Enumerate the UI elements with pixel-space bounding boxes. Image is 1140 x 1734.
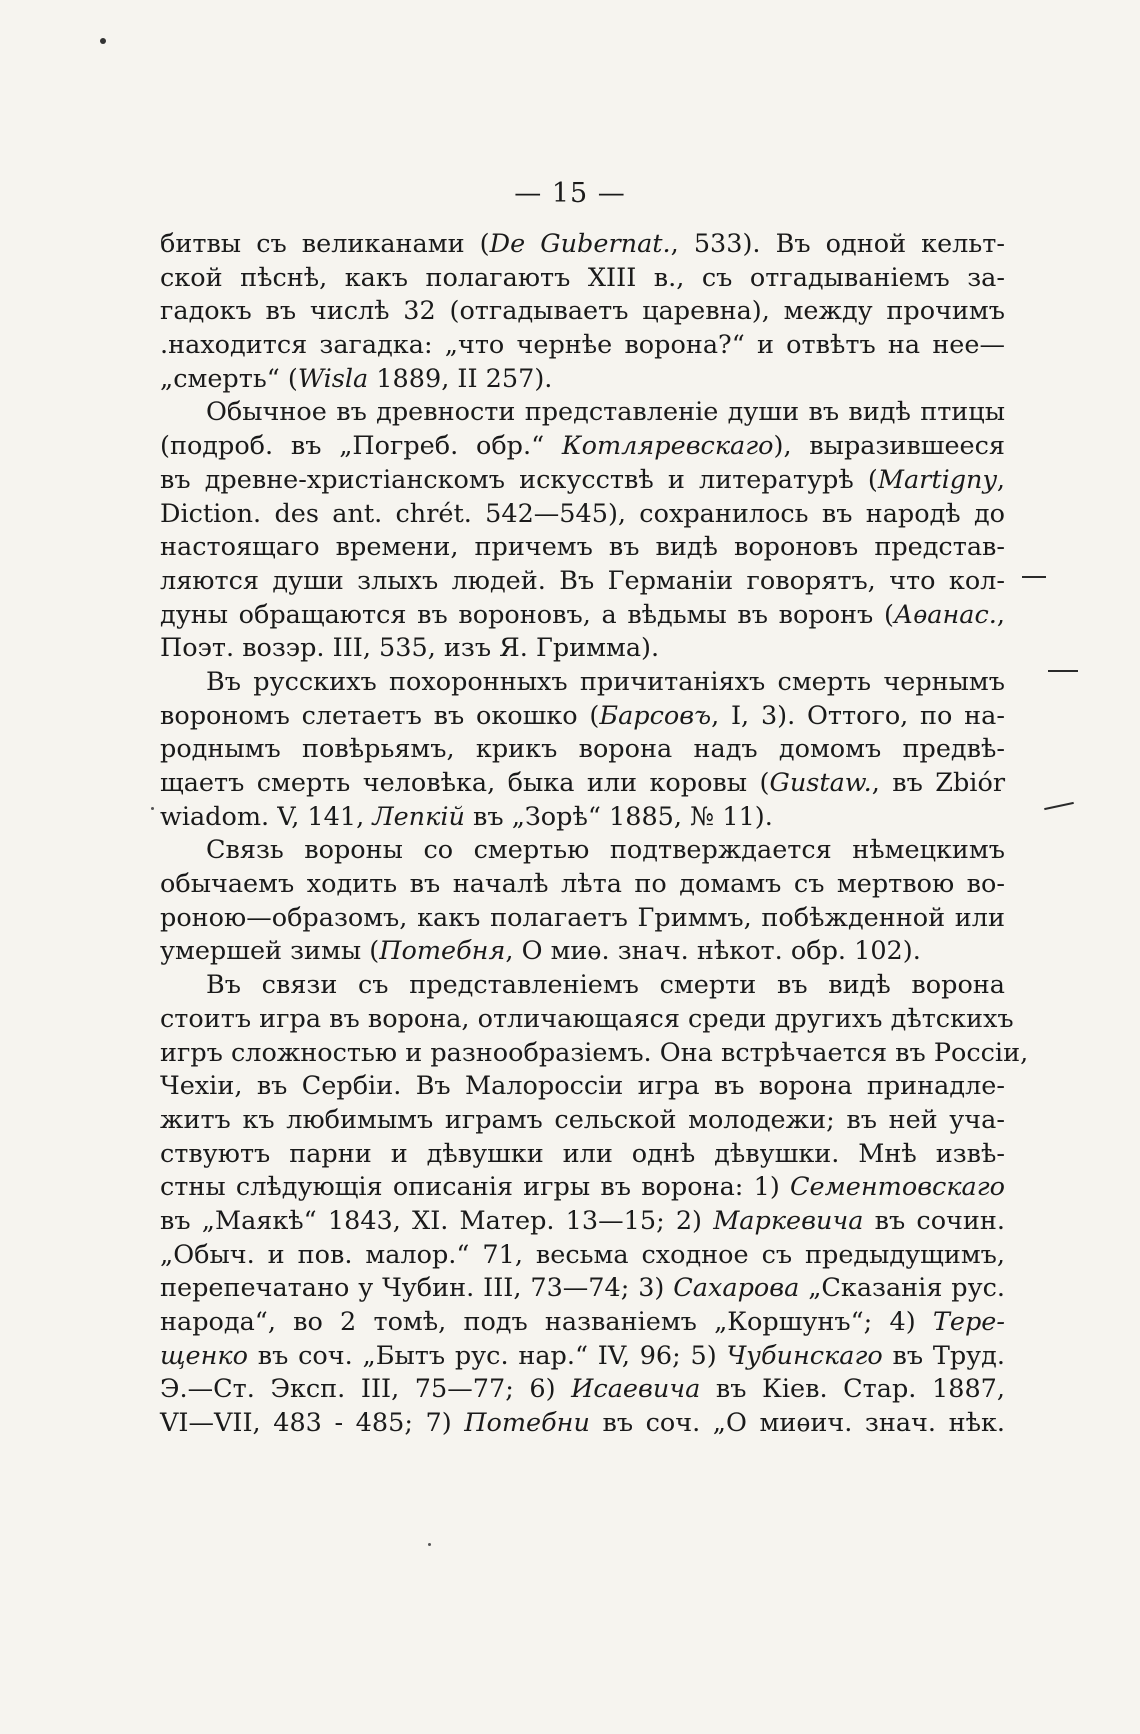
text-line	[160, 565, 1005, 599]
text-span: Связь вороны со смертью подтверждается нѣмецкимъ	[206, 835, 1005, 866]
text-span: дуны обращаются въ вороновъ, а вѣдьмы въ воронъ (	[160, 599, 894, 630]
text-span: въ „Маякѣ“ 1843, XI. Матер. 13—15; 2)	[160, 1205, 714, 1236]
margin-dash	[1022, 576, 1046, 578]
text-span: роднымъ повѣрьямъ, крикъ ворона надъ домомъ предвѣ-	[160, 734, 1005, 765]
text-span: ствуютъ парни и дѣвушки или однѣ дѣвушки. Мнѣ извѣ-	[160, 1138, 1005, 1169]
text-span: , 533). Въ одной кельт-	[670, 229, 1005, 259]
text-span: въ сочин.	[863, 1205, 1005, 1236]
text-span: Поэт. возэр. III, 535, изъ Я. Гримма).	[160, 633, 660, 664]
italic-reference: Сементовскаго	[790, 1172, 1005, 1203]
text-span: обычаемъ ходить въ началѣ лѣта по домамъ съ мертвою во-	[160, 869, 1005, 900]
text-span: wiadom. V, 141,	[160, 801, 373, 832]
page-number: — 15 —	[514, 178, 626, 209]
text-line	[160, 1171, 1005, 1205]
scan-speck	[151, 807, 154, 810]
italic-reference: Tере-	[932, 1307, 1005, 1337]
text-span: щаетъ смерть человѣка, быка или коровы (	[160, 768, 770, 798]
text-span: въ Кіев. Стар. 1887,	[700, 1374, 1006, 1405]
text-line	[160, 801, 1005, 835]
text-span: въ соч. „Бытъ рус. нар.“ IV, 96; 5)	[248, 1340, 727, 1371]
text-line	[160, 1070, 1005, 1104]
text-line	[160, 733, 1005, 767]
text-span: Э.—Ст. Эксп. III, 75—77; 6)	[160, 1374, 572, 1405]
text-span: ,	[996, 464, 1005, 495]
text-span: , I, 3). Оттого, по на-	[711, 700, 1005, 731]
text-line	[160, 1340, 1005, 1374]
text-line	[160, 1306, 1005, 1340]
text-span: VI—VII, 483 - 485; 7)	[160, 1408, 465, 1439]
text-line	[160, 531, 1005, 565]
text-span: въ соч. „О миѳич. знач. нѣк.	[589, 1408, 1005, 1439]
text-span: житъ къ любимымъ играмъ сельской молодежи; въ ней уча-	[160, 1104, 1005, 1135]
margin-dash	[1048, 670, 1078, 672]
text-line	[160, 599, 1005, 633]
text-line	[160, 767, 1005, 801]
text-line	[160, 1104, 1005, 1138]
text-line	[160, 1373, 1005, 1407]
italic-reference: Gustaw.	[769, 768, 872, 798]
italic-reference: Барсовъ	[599, 700, 712, 731]
text-line	[160, 1239, 1005, 1273]
text-line	[160, 868, 1005, 902]
text-span: ворономъ слетаетъ въ окошко (	[160, 700, 600, 731]
text-span: ляются души злыхъ людей. Въ Германіи говорятъ, что кол-	[160, 565, 1005, 596]
italic-reference: Martigny	[877, 464, 997, 495]
text-span: , О миѳ. знач. нѣкот. обр. 102).	[505, 936, 921, 967]
text-span: гадокъ въ числѣ 32 (отгадываетъ царевна), между прочимъ	[160, 296, 1005, 327]
text-line	[160, 1037, 1029, 1071]
italic-reference: Потебни	[464, 1408, 590, 1439]
italic-reference: Исаевича	[571, 1374, 701, 1405]
text-span: ской пѣснѣ, какъ полагаютъ XIII в., съ отгадываніемъ за-	[160, 262, 1005, 293]
text-line	[160, 666, 1005, 700]
scan-speck	[428, 1543, 431, 1546]
text-span: „смерть“ (	[160, 363, 298, 394]
text-span: Обычное въ древности представленіе души въ видѣ птицы	[206, 397, 1005, 428]
text-line	[160, 969, 1005, 1003]
text-line	[160, 1003, 1014, 1037]
text-block	[160, 228, 1029, 1441]
text-line	[160, 1205, 1005, 1239]
text-line	[160, 834, 1005, 868]
text-span: .находится загадка: „что чернѣе ворона?“ и отвѣтъ на нее—	[160, 330, 1005, 361]
italic-reference: Аѳанас.	[893, 599, 997, 630]
text-line	[160, 295, 1005, 329]
text-line	[160, 1138, 1005, 1172]
text-line	[160, 396, 1005, 430]
text-line	[160, 329, 1005, 363]
text-span: битвы съ великанами (	[160, 229, 490, 259]
text-span: Въ связи съ представленіемъ смерти въ видѣ ворона	[206, 970, 1005, 1001]
italic-reference: Wisla	[297, 363, 369, 394]
text-span: Въ русскихъ похоронныхъ причитаніяхъ смерть чернымъ	[206, 666, 1005, 697]
italic-reference: De Gubernat.	[489, 229, 671, 259]
text-line	[160, 430, 1005, 464]
italic-reference: Маркевича	[713, 1205, 864, 1236]
text-line	[160, 632, 1005, 666]
margin-dash	[1044, 802, 1074, 810]
text-span: Diction. des ant. chrét. 542—545), сохранилось въ народѣ до	[160, 498, 1005, 529]
italic-reference: щенко	[160, 1340, 248, 1371]
text-span: ), выразившееся	[773, 431, 1005, 462]
text-span: Чехіи, въ Сербіи. Въ Малороссіи игра въ ворона принадле-	[160, 1071, 1005, 1102]
text-span: перепечатано у Чубин. III, 73—74; 3)	[160, 1273, 674, 1304]
text-span: въ древне-христіанскомъ искусствѣ и литературѣ (	[160, 464, 878, 495]
text-line	[160, 935, 1005, 969]
text-span: 1889, II 257).	[368, 363, 553, 394]
scan-dot	[100, 38, 106, 44]
text-span: игръ сложностью и разнообразіемъ. Она встрѣчается въ Россіи,	[160, 1037, 1029, 1068]
text-line	[160, 363, 1005, 397]
text-span: стоитъ игра въ ворона, отличающаяся среди другихъ дѣтскихъ	[160, 1003, 1014, 1034]
italic-reference: Чубинскаго	[726, 1340, 883, 1371]
text-line	[160, 902, 1005, 936]
text-line	[160, 262, 1005, 296]
text-span: „Обыч. и пов. малор.“ 71, весьма сходное съ предыдущимъ,	[160, 1239, 1005, 1270]
text-span: (подроб. въ „Погреб. обр.“	[160, 431, 562, 462]
italic-reference: Потебня	[379, 936, 506, 967]
text-span: настоящаго времени, причемъ въ видѣ вороновъ представ-	[160, 532, 1005, 563]
text-span: въ Труд.	[882, 1340, 1005, 1371]
text-span: ,	[996, 599, 1005, 630]
text-line	[160, 228, 1005, 262]
text-line	[160, 700, 1005, 734]
text-span: умершей зимы (	[160, 936, 380, 967]
italic-reference: Котляревскаго	[561, 431, 774, 462]
text-line	[160, 464, 1005, 498]
text-line	[160, 498, 1005, 532]
italic-reference: Лепкій	[372, 801, 465, 832]
text-span: „Сказанія рус.	[799, 1273, 1006, 1304]
italic-reference: Сахарова	[673, 1273, 800, 1304]
text-span: въ „Зорѣ“ 1885, № 11).	[464, 801, 773, 832]
text-span: стны слѣдующія описанія игры въ ворона: 1)	[160, 1172, 791, 1203]
text-line	[160, 1272, 1005, 1306]
text-line	[160, 1407, 1005, 1441]
text-span: , въ Zbiór	[871, 768, 1006, 798]
text-span: роною—образомъ, какъ полагаетъ Гриммъ, побѣжденной или	[160, 902, 1005, 933]
text-span: народа“, во 2 томѣ, подъ названіемъ „Коршунъ“; 4)	[160, 1307, 933, 1337]
